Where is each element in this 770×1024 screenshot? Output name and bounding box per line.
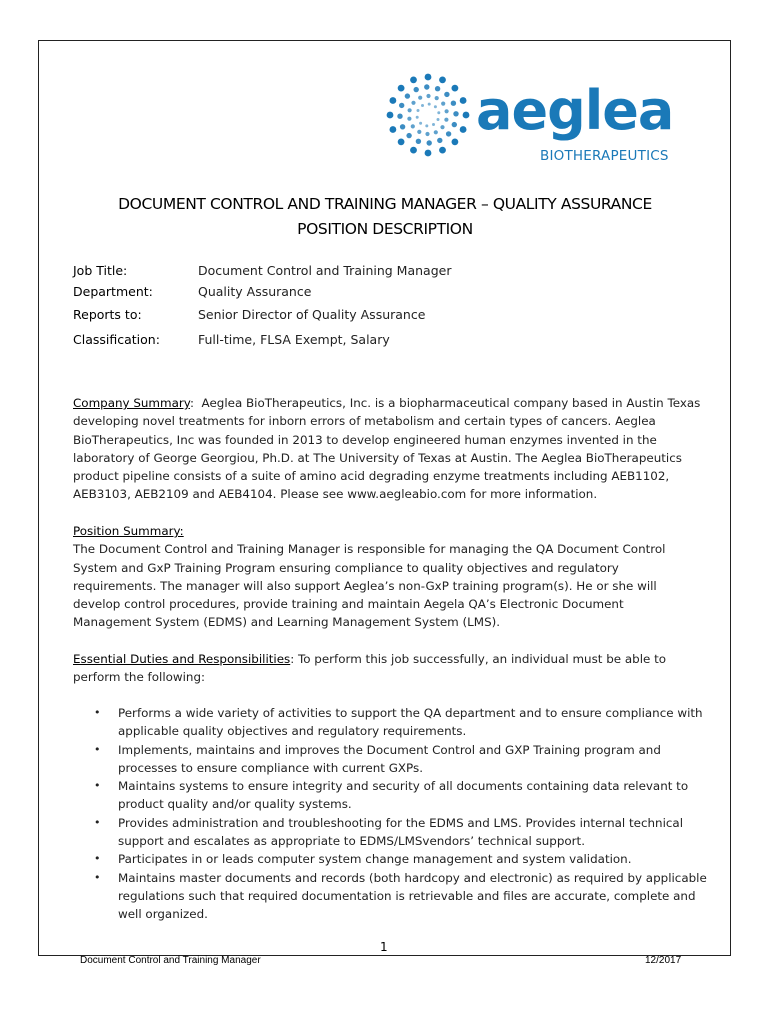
bullet-icon: • (94, 815, 101, 829)
logo-subtitle: BIOTHERAPEUTICS (540, 148, 669, 164)
bullet-icon: • (94, 870, 101, 884)
field-label: Reports to: (73, 307, 142, 322)
duties-list (73, 704, 713, 924)
field-label: Job Title: (73, 263, 128, 278)
bullet-icon: • (94, 852, 101, 866)
field-value: Senior Director of Quality Assurance (198, 307, 426, 322)
position-summary-text: The Document Control and Training Manager is responsible for managing the QA Document Control System and GxP Training Program ensuring compliance to quality objectives and regulatory requirements. The manager will also support Aeglea’s non-GxP training program(s). He or she will develop control procedures, provide training and maintain Aegela QA’s Electronic Document Management System (EDMS) and Learning Management System (LMS). (73, 542, 666, 630)
field-value: Full-time, FLSA Exempt, Salary (198, 332, 390, 347)
duties-intro-text: : To perform this job successfully, an individual must be able to perform the following: (73, 652, 667, 685)
list-item-text: Provides administration and troubleshooting for the EDMS and LMS. Provides internal technical support and escalates as appropriate to EDMS/LMSvendors’ technical support. (118, 815, 684, 849)
list-item (73, 777, 713, 814)
list-item (73, 704, 713, 741)
list-item-text: Implements, maintains and improves the Document Control and GXP Training program and processes to ensure compliance with current GXPs. (118, 742, 661, 775)
company-logo (384, 70, 704, 170)
list-item (73, 814, 713, 851)
footer-date: 12/2017 (645, 955, 682, 966)
company-summary-heading: Company Summary (73, 396, 190, 410)
field-value: Document Control and Training Manager (198, 263, 452, 278)
field-label: Classification: (73, 332, 160, 347)
starburst-dots-icon (384, 70, 476, 170)
duties-heading: Essential Duties and Responsibilities (73, 652, 291, 666)
bullet-icon: • (94, 742, 101, 756)
bullet-icon: • (94, 779, 101, 793)
field-label: Department: (73, 284, 153, 299)
position-summary-heading: Position Summary: (73, 524, 184, 538)
list-item (73, 850, 713, 868)
position-summary (73, 522, 703, 632)
footer-document-name: Document Control and Training Manager (80, 955, 261, 966)
list-item-text: Participates in or leads computer system change management and system validation. (118, 852, 632, 867)
bullet-icon: • (94, 706, 101, 719)
page-number: 1 (380, 940, 388, 954)
company-summary (73, 394, 703, 504)
document-title-line1: DOCUMENT CONTROL AND TRAINING MANAGER – QUALITY ASSURANCE (118, 195, 652, 213)
list-item (73, 741, 713, 778)
field-value: Quality Assurance (198, 284, 312, 299)
list-item-text: Maintains master documents and records (both hardcopy and electronic) as required by applicable regulations such that required documentation is retrievable and files are accurate, complete and well organized. (118, 870, 707, 922)
duties-intro (73, 650, 703, 687)
list-item (73, 869, 713, 924)
list-item-text: Performs a wide variety of activities to support the QA department and to ensure compliance with applicable quality objectives and regulatory requirements. (118, 706, 703, 739)
list-item-text: Maintains systems to ensure integrity and security of all documents containing data relevant to product quality and/or quality systems. (118, 779, 689, 812)
document-title-line2: POSITION DESCRIPTION (297, 220, 473, 238)
company-summary-text: Aeglea BioTherapeutics, Inc. is a biopharmaceutical company based in Austin Texas developing novel treatments for inborn errors of metabolism and certain types of cancers. Aeglea BioTherapeutics, Inc was founded in 2013 to develop engineered human enzymes invented in the laboratory of George Georgiou, Ph.D. at The University of Texas at Austin. The Aeglea BioTherapeutics product pipeline consists of a suite of amino acid degrading enzyme treatments including AEB1102, AEB3103, AEB2109 and AEB4104. Please see www.aegleabio.com for more information. (73, 396, 701, 502)
logo-wordmark: aeglea (476, 79, 674, 142)
company-summary-colon: : (189, 396, 194, 410)
